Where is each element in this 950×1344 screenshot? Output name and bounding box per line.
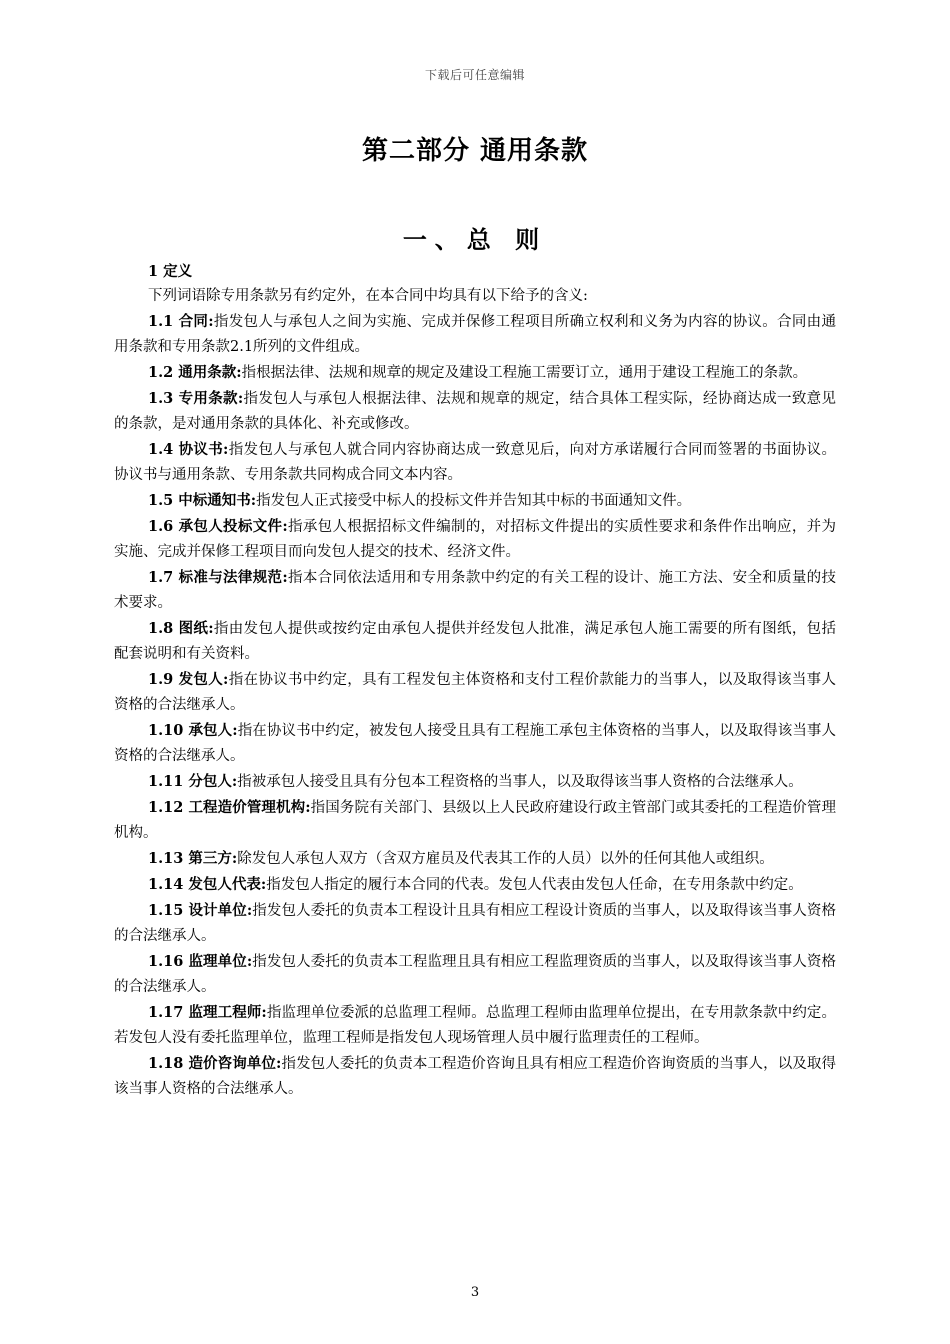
- definition-item: [114, 898, 836, 949]
- definition-text: 指在协议书中约定，被发包人接受且具有工程施工承包主体资格的当事人，以及取得该当事人资格的合法继承人。: [114, 723, 837, 764]
- definition-text: 指发包人与承包人就合同内容协商达成一致意见后，向对方承诺履行合同而签署的书面协议。协议书与通用条款、专用条款共同构成合同文本内容。: [114, 442, 836, 483]
- definition-text: 指发包人委托的负责本工程设计且具有相应工程设计资质的当事人，以及取得该当事人资格的合法继承人。: [114, 903, 837, 944]
- page-number: 3: [470, 1285, 480, 1300]
- definition-term: 1.13 第三方:: [148, 850, 238, 867]
- definition-item: [114, 872, 836, 898]
- definition-item: [114, 616, 836, 667]
- definition-text: 指根据法律、法规和规章的规定及建设工程施工需要订立，通用于建设工程施工的条款。: [241, 365, 808, 381]
- chapter-title: 一、总 则: [402, 225, 548, 254]
- definition-item: [114, 769, 836, 795]
- definition-item: [114, 488, 836, 514]
- definition-term: 1.16 监理单位:: [148, 953, 253, 970]
- definition-text: 指发包人委托的负责本工程造价咨询且具有相应工程造价咨询资质的当事人，以及取得该当事人资格的合法继承人。: [114, 1056, 837, 1097]
- definition-text: 指国务院有关部门、县级以上人民政府建设行政主管部门或其委托的工程造价管理机构。: [114, 800, 836, 841]
- definition-term: 1.3 专用条款:: [148, 390, 244, 407]
- definition-text: 指监理单位委派的总监理工程师。总监理工程师由监理单位提出，在专用款条款中约定。若发包人没有委托监理单位，监理工程师是指发包人现场管理人员中履行监理责任的工程师。: [114, 1005, 837, 1046]
- definition-term: 1.7 标准与法律规范:: [148, 569, 288, 586]
- definition-term: 1.17 监理工程师:: [148, 1004, 267, 1021]
- definition-item: [114, 514, 836, 565]
- definition-item: [114, 437, 836, 488]
- definition-item: [114, 386, 836, 437]
- definition-term: 1.15 设计单位:: [148, 902, 253, 919]
- definition-term: 1.1 合同:: [148, 313, 214, 330]
- definition-item: [114, 309, 836, 360]
- definition-text: 指承包人根据招标文件编制的，对招标文件提出的实质性要求和条件作出响应，并为实施、完成并保修工程项目而向发包人提交的技术、经济文件。: [114, 519, 836, 560]
- definition-text: 指发包人与承包人根据法律、法规和规章的规定，结合具体工程实际，经协商达成一致意见的条款，是对通用条款的具体化、补充或修改。: [114, 391, 836, 432]
- definition-term: 1.18 造价咨询单位:: [148, 1055, 282, 1072]
- definition-item: [114, 949, 836, 1000]
- definition-item: [114, 718, 836, 769]
- definition-text: 指被承包人接受且具有分包本工程资格的当事人，以及取得该当事人资格的合法继承人。: [237, 774, 803, 790]
- definition-term: 1.5 中标通知书:: [148, 492, 257, 509]
- definition-term: 1.8 图纸:: [148, 620, 214, 637]
- definition-text: 指发包人正式接受中标人的投标文件并告知其中标的书面通知文件。: [256, 493, 692, 509]
- definition-term: 1.6 承包人投标文件:: [148, 518, 288, 535]
- definition-item: [114, 1000, 836, 1051]
- definition-term: 1.9 发包人:: [148, 671, 229, 688]
- definition-item: [114, 846, 836, 872]
- definition-text: 指发包人委托的负责本工程监理且具有相应工程监理资质的当事人，以及取得该当事人资格的合法继承人。: [114, 954, 837, 995]
- document-body: [114, 259, 836, 1102]
- definition-item: [114, 1051, 836, 1102]
- definition-term: 1.14 发包人代表:: [148, 876, 267, 893]
- definition-item: [114, 667, 836, 718]
- definition-item: [114, 795, 836, 846]
- definition-text: 指发包人与承包人之间为实施、完成并保修工程项目所确立权利和义务为内容的协议。合同由通用条款和专用条款2.1所列的文件组成。: [114, 314, 836, 355]
- definition-term: 1.2 通用条款:: [148, 364, 242, 381]
- definition-text: 指由发包人提供或按约定由承包人提供并经发包人批准，满足承包人施工需要的所有图纸，包括配套说明和有关资料。: [114, 621, 836, 662]
- definition-term: 1.4 协议书:: [148, 441, 229, 458]
- definition-item: [114, 565, 836, 616]
- definition-item: [114, 360, 836, 386]
- part-title: 第二部分 通用条款: [361, 136, 589, 166]
- definition-term: 1.10 承包人:: [148, 722, 238, 739]
- definition-term: 1.11 分包人:: [148, 773, 238, 790]
- definition-text: 指在协议书中约定，具有工程发包主体资格和支付工程价款能力的当事人，以及取得该当事人资格的合法继承人。: [114, 672, 836, 713]
- header-note: 下载后可任意编辑: [424, 68, 525, 82]
- section-intro: 下列词语除专用条款另有约定外，在本合同中均具有以下给予的含义:: [148, 288, 588, 304]
- definition-text: 指发包人指定的履行本合同的代表。发包人代表由发包人任命，在专用条款中约定。: [266, 877, 803, 893]
- definition-list: [114, 309, 836, 1102]
- definition-text: 除发包人承包人双方（含双方雇员及代表其工作的人员）以外的任何其他人或组织。: [237, 851, 774, 867]
- definition-term: 1.12 工程造价管理机构:: [148, 799, 311, 816]
- definition-text: 指本合同依法适用和专用条款中约定的有关工程的设计、施工方法、安全和质量的技术要求。: [114, 570, 836, 611]
- section-heading: 1 定义: [148, 263, 193, 280]
